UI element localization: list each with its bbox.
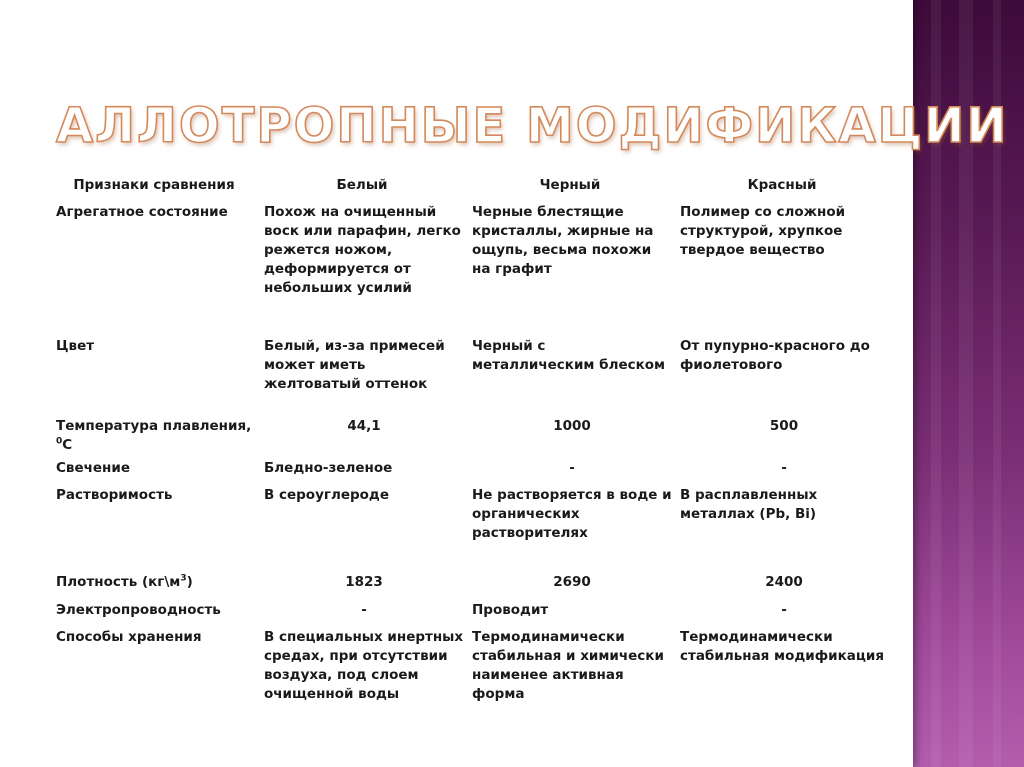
cell-property: Электропроводность (56, 602, 221, 618)
header-red: Красный (747, 177, 817, 193)
cell-black: Проводит (472, 602, 549, 618)
cell-property: Агрегатное состояние (56, 204, 228, 220)
property-text: Плотность (кг\м (56, 574, 181, 590)
cell-black: Термодинамически стабильная и химически наименее активная форма (472, 629, 664, 702)
cell-white: Белый, из-за примесей может иметь желтоватый оттенок (264, 338, 445, 392)
cell-property: Способы хранения (56, 629, 202, 645)
cell-white: В специальных инертных средах, при отсутствии воздуха, под слоем очищенной воды (264, 629, 464, 702)
table-row (50, 486, 890, 573)
table-row (50, 601, 890, 628)
header-black: Черный (539, 177, 601, 193)
property-superscript: 3 (180, 573, 187, 584)
cell-black: Не растворяется в воде и органических растворителях (472, 487, 672, 541)
cell-red: - (781, 460, 787, 476)
header-white: Белый (336, 177, 388, 193)
cell-red: Термодинамически стабильная модификация (680, 629, 884, 664)
table-row (50, 417, 890, 459)
cell-property: Свечение (56, 460, 130, 476)
property-unit: С (62, 437, 73, 453)
cell-black: - (569, 460, 575, 476)
cell-black: Черные блестящие кристаллы, жирные на ощупь, весьма похожи на графит (472, 204, 654, 277)
cell-white: В сероуглероде (264, 487, 389, 503)
cell-red: 2400 (765, 574, 803, 590)
cell-red: 500 (769, 418, 799, 434)
cell-property (50, 573, 258, 601)
cell-red: - (781, 602, 787, 618)
property-unit: ) (186, 574, 193, 590)
cell-white: - (361, 602, 367, 618)
table-row (50, 337, 890, 417)
cell-property: Цвет (56, 338, 95, 354)
table-row (50, 459, 890, 486)
table-header-row (50, 176, 890, 203)
header-property: Признаки сравнения (73, 177, 235, 193)
cell-white: 1823 (345, 574, 383, 590)
cell-black: Черный с металлическим блеском (472, 338, 666, 373)
cell-black: 1000 (553, 418, 591, 434)
cell-white: 44,1 (347, 418, 381, 434)
cell-property: Растворимость (56, 487, 173, 503)
table-row (50, 628, 890, 728)
cell-red: В расплавленных металлах (Pb, Bi) (680, 487, 818, 522)
cell-black: 2690 (553, 574, 591, 590)
table-row (50, 573, 890, 601)
slide-title: АЛЛОТРОПНЫЕ МОДИФИКАЦИИ (56, 98, 1009, 154)
table-row (50, 203, 890, 337)
cell-white: Похож на очищенный воск или парафин, легко режется ножом, деформируется от небольших усилий (264, 204, 461, 296)
cell-white: Бледно-зеленое (264, 460, 393, 476)
property-text: Температура плавления, (56, 418, 252, 434)
cell-red: От пупурно-красного до фиолетового (680, 338, 870, 373)
cell-property (50, 417, 258, 459)
comparison-table (50, 176, 890, 728)
property-superscript: 0 (56, 436, 63, 447)
cell-red: Полимер со сложной структурой, хрупкое твердое вещество (680, 204, 846, 258)
